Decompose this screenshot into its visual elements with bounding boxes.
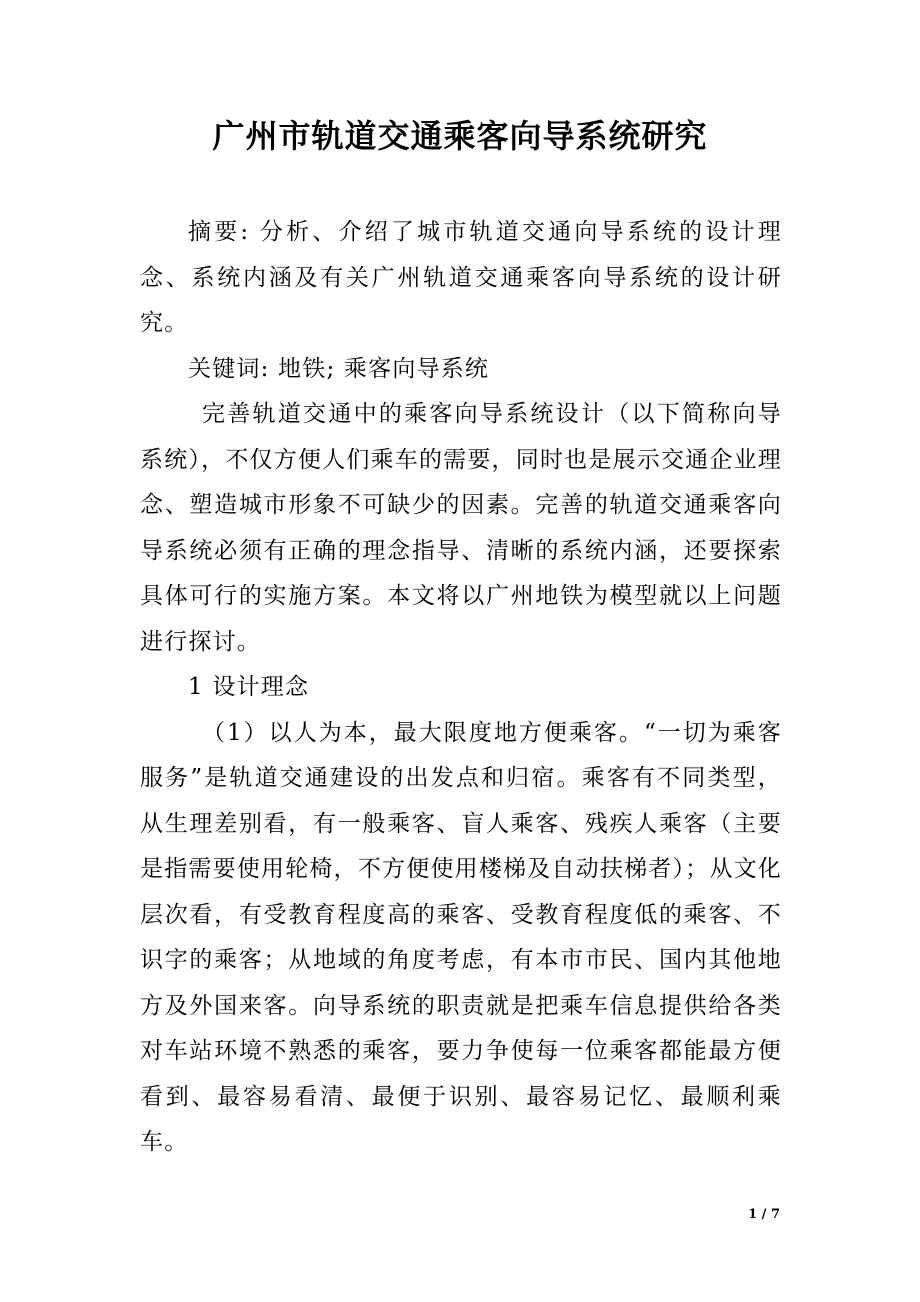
section1-paragraph: （1）以人为本，最大限度地方便乘客。“一切为乘客服务”是轨道交通建设的出发点和归宿。乘客有不同类型，从生理差别看，有一般乘客、盲人乘客、残疾人乘客（主要是指需要使用轮椅，不方便使用楼梯及自动扶梯者）；从文化层次看，有受教育程度高的乘客、受教育程度低的乘客、不识字的乘客；从地域的角度考虑，有本市市民、国内其他地方及外国来客。向导系统的职责就是把乘车信息提供给各类对车站环境不熟悉的乘客，要力争使每一位乘客都能最方便看到、最容易看清、最便于识别、最容易记忆、最顺利乘车。	[140, 719, 782, 1155]
abstract-paragraph: 摘要: 分析、介绍了城市轨道交通向导系统的设计理念、系统内涵及有关广州轨道交通乘客向导系统的设计研究。	[140, 219, 782, 336]
document-body	[140, 210, 782, 1166]
intro-paragraph: 完善轨道交通中的乘客向导系统设计（以下简称向导系统），不仅方便人们乘车的需要，同时也是展示交通企业理念、塑造城市形象不可缺少的因素。完善的轨道交通乘客向导系统必须有正确的理念指导、清晰的系统内涵，还要探索具体可行的实施方案。本文将以广州地铁为模型就以上问题进行探讨。	[140, 401, 782, 655]
section-heading: 1 设计理念	[188, 674, 310, 700]
page-number: 1 / 7	[748, 1207, 780, 1222]
document-title: 广州市轨道交通乘客向导系统研究	[212, 117, 708, 155]
keywords-line: 关键词: 地铁; 乘客向导系统	[188, 355, 490, 382]
